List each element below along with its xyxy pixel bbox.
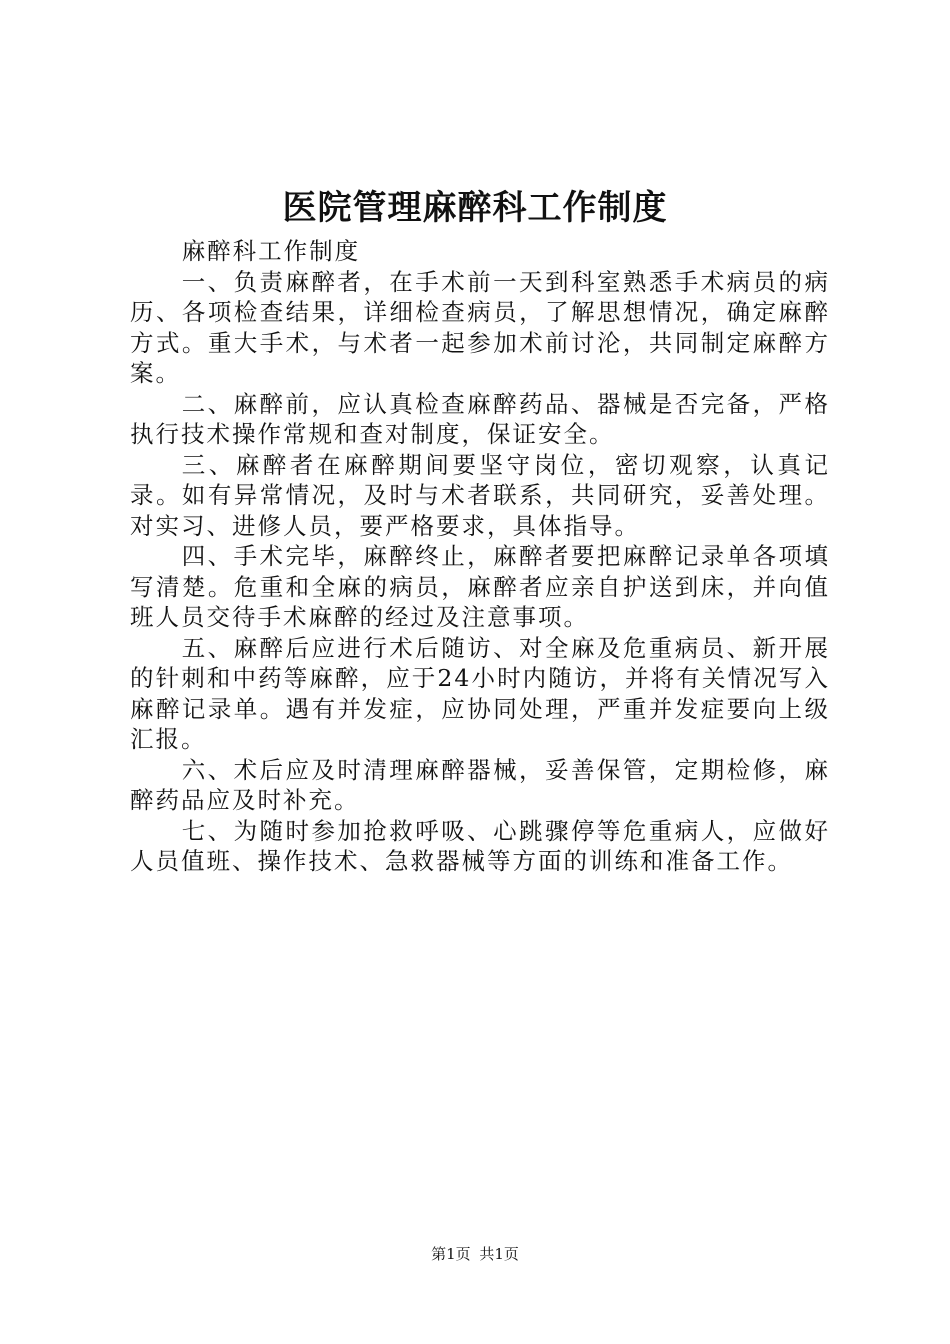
paragraph-6: 六、术后应及时清理麻醉器械，妥善保管，定期检修，麻醉药品应及时补充。 xyxy=(130,755,830,814)
document-title: 医院管理麻醉科工作制度 xyxy=(282,188,668,228)
paragraph-4: 四、手术完毕，麻醉终止，麻醉者要把麻醉记录单各项填写清楚。危重和全麻的病员，麻醉者应亲自护送到床，并向值班人员交待手术麻醉的经过及注意事项。 xyxy=(130,542,830,631)
subtitle-paragraph: 麻醉科工作制度 xyxy=(181,237,361,265)
paragraph-5: 五、麻醉后应进行术后随访、对全麻及危重病员、新开展的针刺和中药等麻醉，应于24小时内随访，并将有关情况写入麻醉记录单。遇有并发症，应协同处理，严重并发症要向上级汇报。 xyxy=(130,633,830,753)
paragraph-7: 七、为随时参加抢救呼吸、心跳骤停等危重病人，应做好人员值班、操作技术、急救器械等方面的训练和准备工作。 xyxy=(130,816,830,875)
document-body xyxy=(130,236,830,877)
page-footer xyxy=(0,1244,950,1264)
paragraph-1: 一、负责麻醉者，在手术前一天到科室熟悉手术病员的病历、各项检查结果，详细检查病员，了解思想情况，确定麻醉方式。重大手术，与术者一起参加术前讨沦，共同制定麻醉方案。 xyxy=(130,267,830,387)
paragraph-3: 三、麻醉者在麻醉期间要坚守岗位，密切观察，认真记录。如有异常情况，及时与术者联系，共同研究，妥善处理。对实习、进修人员，要严格要求，具体指导。 xyxy=(130,450,830,540)
page-total: 共1页 xyxy=(479,1245,519,1263)
page-number: 第1页 xyxy=(431,1245,471,1263)
paragraph-2: 二、麻醉前，应认真检查麻醉药品、器械是否完备，严格执行技术操作常规和查对制度，保证安全。 xyxy=(130,389,830,448)
